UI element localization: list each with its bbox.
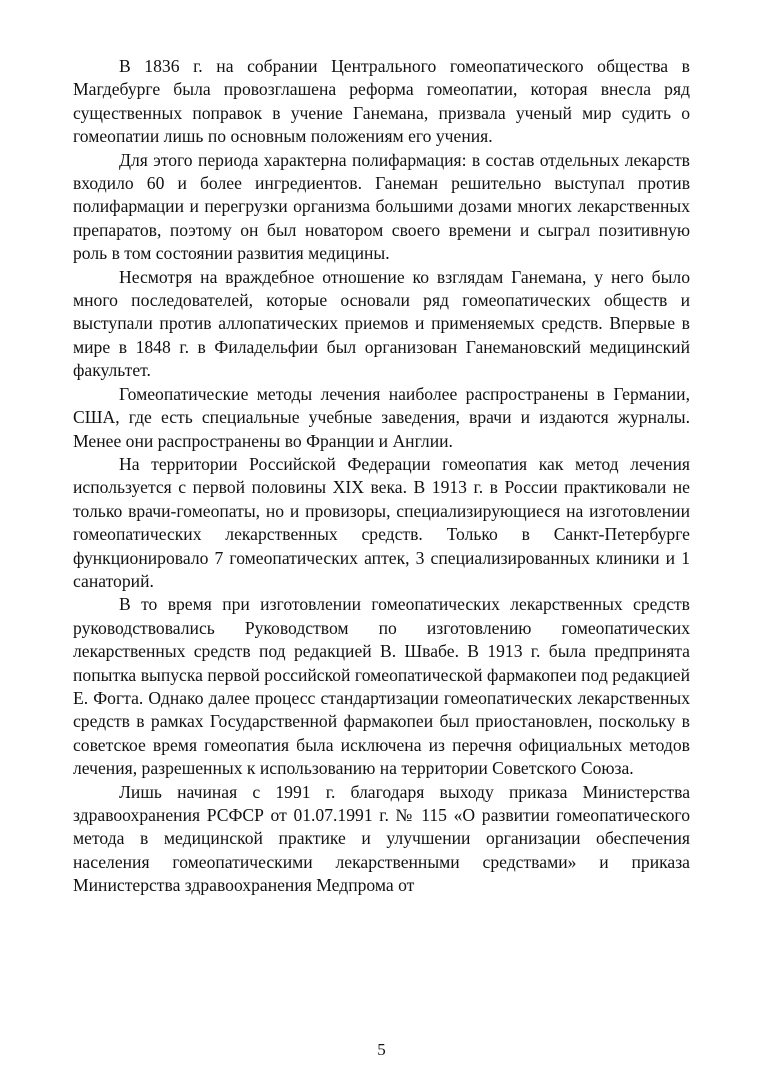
document-body (73, 55, 690, 898)
paragraph-distribution: Гомеопатические методы лечения наиболее распространены в Германии, США, где есть специальные учебные заведения, врачи и издаются журналы. Менее они распространены во Франции и Англии. (73, 383, 690, 451)
paragraph-reform-1836: В 1836 г. на собрании Центрального гомеопатического общества в Магдебурге была провозглашена реформа гомеопатии, которая внесла ряд существенных поправок в учение Ганемана, призвала ученый мир судить о гомеопатии лишь по основным положениям его учения. (73, 56, 690, 147)
paragraph-1991-order: Лишь начиная с 1991 г. благодаря выходу приказа Министерства здравоохранения РСФСР от 01.07.1991 г. № 115 «О развитии гомеопатического метода в медицинской практике и улучшении организации обеспечения населения гомеопатическими лекарственными средствами» и приказа Министерства здравоохранения Медпрома от (73, 781, 690, 896)
page-number: 5 (377, 1040, 386, 1059)
paragraph-polypharmacy: Для этого периода характерна полифармация: в состав отдельных лекарств входило 60 и более ингредиентов. Ганеман решительно выступал против полифармации и перегрузки организма большими дозами многих лекарственных препаратов, поэтому он был новатором своего времени и сыграл позитивную роль в том состоянии развития медицины. (73, 149, 690, 264)
paragraph-pharmacopoeia: В то время при изготовлении гомеопатических лекарственных средств руководствовались Руководством по изготовлению гомеопатических лекарственных средств под редакцией В. Швабе. В 1913 г. была предпринята попытка выпуска первой российской гомеопатической фармакопеи под редакцией Е. Фогта. Однако далее процесс стандартизации гомеопатических лекарственных средств в рамках Государственной фармакопеи был приостановлен, поскольку в советское время гомеопатия была исключена из перечня официальных методов лечения, разрешенных к использованию на территории Советского Союза. (73, 594, 690, 779)
paragraph-russia: На территории Российской Федерации гомеопатия как метод лечения используется с первой половины XIX века. В 1913 г. в России практиковали не только врачи-гомеопаты, но и провизоры, специализирующиеся на изготовлении гомеопатических лекарственных средств. Только в Санкт-Петербурге функционировало 7 гомеопатических аптек, 3 специализированных клиники и 1 санаторий. (73, 453, 690, 591)
paragraph-followers: Несмотря на враждебное отношение ко взглядам Ганемана, у него было много последователей, которые основали ряд гомеопатических обществ и выступали против аллопатических приемов и применяемых средств. Впервые в мире в 1848 г. в Филадельфии был организован Ганемановский медицинский факультет. (73, 266, 690, 381)
